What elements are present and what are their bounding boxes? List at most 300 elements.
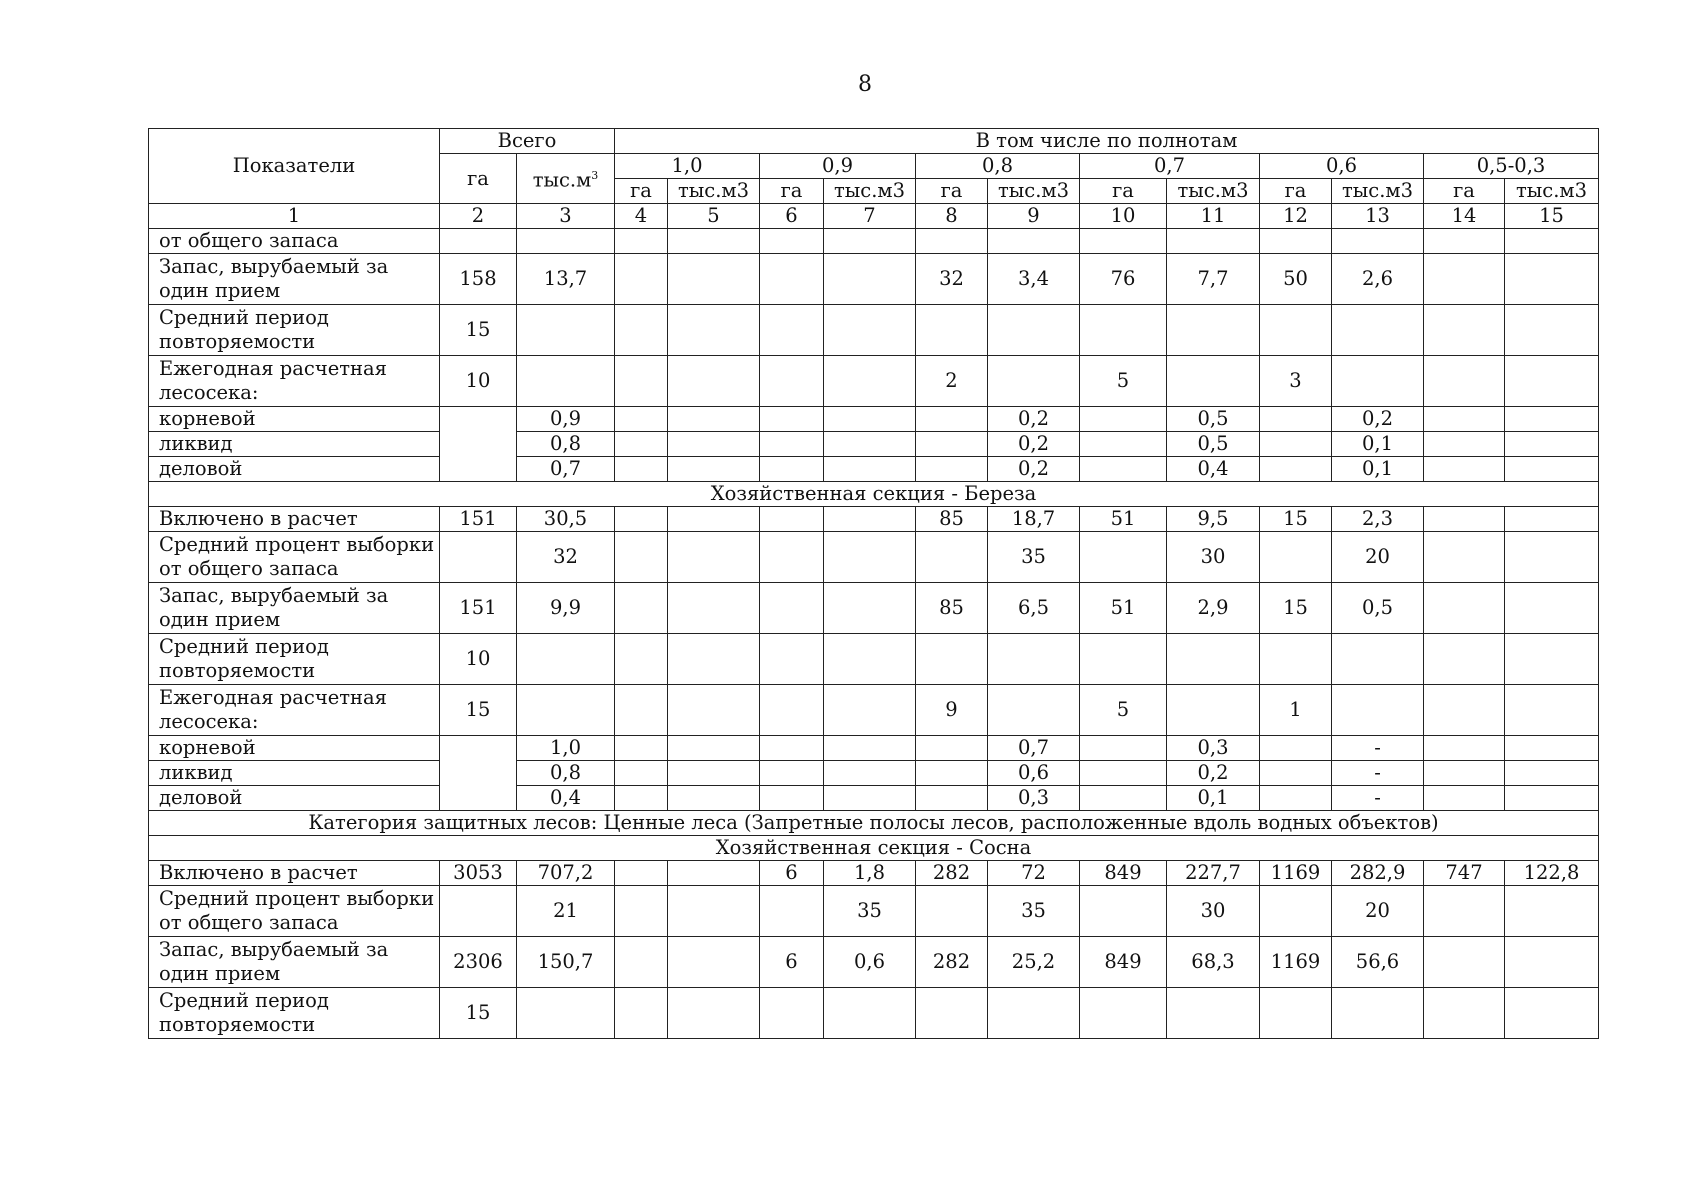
table-cell bbox=[1505, 305, 1599, 356]
table-cell bbox=[1260, 432, 1332, 457]
table-row bbox=[149, 861, 1599, 886]
table-cell: 85 bbox=[916, 583, 988, 634]
column-number: 7 bbox=[824, 204, 916, 229]
table-cell bbox=[1080, 736, 1167, 761]
table-cell bbox=[760, 736, 824, 761]
table-cell bbox=[1424, 507, 1505, 532]
header-unit-ha: га bbox=[1260, 179, 1332, 204]
table-cell: - bbox=[1332, 786, 1424, 811]
table-cell: 76 bbox=[1080, 254, 1167, 305]
table-row bbox=[149, 685, 1599, 736]
table-cell bbox=[615, 532, 668, 583]
row-label: деловой bbox=[149, 786, 440, 811]
table-cell bbox=[1332, 634, 1424, 685]
table-cell bbox=[668, 761, 760, 786]
table-cell: 6 bbox=[760, 937, 824, 988]
header-total: Всего bbox=[440, 129, 615, 154]
table-cell bbox=[1424, 988, 1505, 1039]
table-cell: 15 bbox=[440, 685, 517, 736]
table-cell bbox=[760, 407, 824, 432]
table-cell bbox=[1332, 685, 1424, 736]
table-cell bbox=[824, 988, 916, 1039]
merged-empty-cell bbox=[440, 407, 517, 482]
table-cell bbox=[1260, 407, 1332, 432]
table-cell bbox=[824, 457, 916, 482]
table-cell: 13,7 bbox=[517, 254, 615, 305]
table-cell bbox=[1505, 685, 1599, 736]
table-cell: 282 bbox=[916, 937, 988, 988]
table-cell: - bbox=[1332, 736, 1424, 761]
table-cell bbox=[1424, 457, 1505, 482]
row-label: Ежегодная расчетная лесосека: bbox=[149, 356, 440, 407]
table-cell: 9,9 bbox=[517, 583, 615, 634]
table-cell: 32 bbox=[517, 532, 615, 583]
sub-row bbox=[149, 736, 1599, 761]
row-label: корневой bbox=[149, 407, 440, 432]
table-cell bbox=[988, 988, 1080, 1039]
header-unit-ha: га bbox=[760, 179, 824, 204]
sub-row bbox=[149, 761, 1599, 786]
table-cell: 20 bbox=[1332, 886, 1424, 937]
section-title: Категория защитных лесов: Ценные леса (Запретные полосы лесов, расположенные вдоль водных объектов) bbox=[149, 811, 1599, 836]
table-cell bbox=[1332, 229, 1424, 254]
table-cell bbox=[1424, 786, 1505, 811]
table-cell: 2,9 bbox=[1167, 583, 1260, 634]
table-cell bbox=[517, 305, 615, 356]
table-row bbox=[149, 305, 1599, 356]
table-cell: 0,4 bbox=[1167, 457, 1260, 482]
row-label: Запас, вырубаемый за один прием bbox=[149, 254, 440, 305]
table-cell bbox=[824, 507, 916, 532]
header-unit-volume: тыс.м3 bbox=[1505, 179, 1599, 204]
table-cell: 15 bbox=[1260, 507, 1332, 532]
table-cell bbox=[1080, 634, 1167, 685]
sub-row bbox=[149, 457, 1599, 482]
table-cell bbox=[824, 432, 916, 457]
table-cell bbox=[1424, 634, 1505, 685]
table-cell bbox=[1080, 886, 1167, 937]
table-cell: 3053 bbox=[440, 861, 517, 886]
table-cell bbox=[1080, 532, 1167, 583]
sub-row bbox=[149, 786, 1599, 811]
forest-table bbox=[148, 128, 1599, 1039]
table-cell bbox=[668, 532, 760, 583]
table-cell bbox=[668, 886, 760, 937]
table-cell bbox=[668, 407, 760, 432]
table-cell bbox=[517, 634, 615, 685]
row-label: Средний процент выборки от общего запаса bbox=[149, 886, 440, 937]
table-cell bbox=[615, 988, 668, 1039]
table-cell bbox=[440, 229, 517, 254]
table-cell: 30 bbox=[1167, 532, 1260, 583]
header-unit-volume: тыс.м3 bbox=[988, 179, 1080, 204]
table-cell: 0,6 bbox=[824, 937, 916, 988]
table-cell bbox=[615, 761, 668, 786]
table-cell bbox=[615, 305, 668, 356]
section-title: Хозяйственная секция - Сосна bbox=[149, 836, 1599, 861]
table-cell bbox=[1167, 356, 1260, 407]
table-cell bbox=[760, 886, 824, 937]
table-cell bbox=[988, 634, 1080, 685]
table-cell bbox=[1167, 305, 1260, 356]
column-number: 5 bbox=[668, 204, 760, 229]
table-cell: 5 bbox=[1080, 356, 1167, 407]
table-cell bbox=[1505, 634, 1599, 685]
column-number: 12 bbox=[1260, 204, 1332, 229]
header-density-1: 1,0 bbox=[615, 154, 760, 179]
table-cell bbox=[1260, 634, 1332, 685]
table-cell bbox=[824, 532, 916, 583]
table-cell: 0,4 bbox=[517, 786, 615, 811]
header-density-3: 0,8 bbox=[916, 154, 1080, 179]
table-cell bbox=[668, 861, 760, 886]
table-cell bbox=[440, 532, 517, 583]
table-cell: 51 bbox=[1080, 507, 1167, 532]
table-cell bbox=[1505, 583, 1599, 634]
table-cell bbox=[760, 786, 824, 811]
table-row bbox=[149, 634, 1599, 685]
table-cell bbox=[668, 356, 760, 407]
table-cell bbox=[668, 736, 760, 761]
table-cell bbox=[916, 229, 988, 254]
table-cell bbox=[668, 457, 760, 482]
table-cell bbox=[1260, 736, 1332, 761]
table-cell: 18,7 bbox=[988, 507, 1080, 532]
table-cell: 151 bbox=[440, 507, 517, 532]
table-row bbox=[149, 507, 1599, 532]
table-row bbox=[149, 583, 1599, 634]
table-cell bbox=[1167, 988, 1260, 1039]
table-cell: 0,9 bbox=[517, 407, 615, 432]
table-cell bbox=[1505, 356, 1599, 407]
table-cell: 72 bbox=[988, 861, 1080, 886]
table-cell bbox=[988, 356, 1080, 407]
table-cell: 30 bbox=[1167, 886, 1260, 937]
section-row bbox=[149, 836, 1599, 861]
table-cell bbox=[517, 229, 615, 254]
header-density-6: 0,5-0,3 bbox=[1424, 154, 1599, 179]
table-cell bbox=[517, 356, 615, 407]
header-unit-volume: тыс.м3 bbox=[1332, 179, 1424, 204]
table-cell bbox=[1332, 988, 1424, 1039]
table-cell bbox=[824, 583, 916, 634]
table-cell bbox=[1260, 229, 1332, 254]
table-cell bbox=[916, 457, 988, 482]
table-cell bbox=[615, 507, 668, 532]
table-cell: 32 bbox=[916, 254, 988, 305]
column-number: 15 bbox=[1505, 204, 1599, 229]
row-label: Включено в расчет bbox=[149, 507, 440, 532]
table-cell bbox=[1080, 457, 1167, 482]
merged-empty-cell bbox=[440, 736, 517, 811]
column-number: 8 bbox=[916, 204, 988, 229]
table-cell: 0,2 bbox=[1332, 407, 1424, 432]
row-label: Средний период повторяемости bbox=[149, 634, 440, 685]
table-cell bbox=[1080, 305, 1167, 356]
table-cell bbox=[615, 861, 668, 886]
table-cell: 15 bbox=[440, 988, 517, 1039]
table-cell bbox=[824, 229, 916, 254]
table-cell bbox=[916, 305, 988, 356]
table-cell bbox=[1424, 937, 1505, 988]
section-row bbox=[149, 811, 1599, 836]
table-cell bbox=[1424, 532, 1505, 583]
table-cell: 0,8 bbox=[517, 761, 615, 786]
table-cell bbox=[1505, 761, 1599, 786]
table-cell bbox=[1505, 532, 1599, 583]
table-cell bbox=[824, 736, 916, 761]
table-cell bbox=[760, 685, 824, 736]
table-cell bbox=[668, 685, 760, 736]
table-cell: 707,2 bbox=[517, 861, 615, 886]
table-cell bbox=[615, 457, 668, 482]
table-cell: 2,3 bbox=[1332, 507, 1424, 532]
table-cell bbox=[760, 583, 824, 634]
row-label: Средний период повторяемости bbox=[149, 988, 440, 1039]
table-cell bbox=[1505, 407, 1599, 432]
table-cell bbox=[916, 432, 988, 457]
header-unit-ha: га bbox=[916, 179, 988, 204]
table-cell: 15 bbox=[1260, 583, 1332, 634]
table-cell bbox=[1424, 432, 1505, 457]
table-cell bbox=[1080, 229, 1167, 254]
header-density-5: 0,6 bbox=[1260, 154, 1424, 179]
table-cell bbox=[1424, 407, 1505, 432]
table-cell: 282,9 bbox=[1332, 861, 1424, 886]
table-cell: 0,5 bbox=[1167, 432, 1260, 457]
page-number: 8 bbox=[858, 72, 872, 97]
table-cell bbox=[1424, 886, 1505, 937]
table-cell: 0,1 bbox=[1332, 432, 1424, 457]
table-cell: 0,3 bbox=[1167, 736, 1260, 761]
table-cell bbox=[760, 761, 824, 786]
row-label: корневой bbox=[149, 736, 440, 761]
column-number: 9 bbox=[988, 204, 1080, 229]
table-cell: 68,3 bbox=[1167, 937, 1260, 988]
table-cell bbox=[615, 229, 668, 254]
table-cell: 849 bbox=[1080, 937, 1167, 988]
table-cell bbox=[1505, 229, 1599, 254]
table-cell bbox=[1080, 761, 1167, 786]
table-cell bbox=[1080, 432, 1167, 457]
table-cell: 0,2 bbox=[988, 407, 1080, 432]
table-cell: 0,6 bbox=[988, 761, 1080, 786]
table-body bbox=[149, 229, 1599, 1039]
table-cell bbox=[668, 583, 760, 634]
table-cell: 0,1 bbox=[1167, 786, 1260, 811]
table-cell: 151 bbox=[440, 583, 517, 634]
table-cell: 1,8 bbox=[824, 861, 916, 886]
table-cell: 0,2 bbox=[1167, 761, 1260, 786]
section-row bbox=[149, 482, 1599, 507]
table-cell bbox=[760, 305, 824, 356]
table-cell bbox=[1080, 786, 1167, 811]
table-cell bbox=[824, 407, 916, 432]
table-cell: 1,0 bbox=[517, 736, 615, 761]
column-number: 3 bbox=[517, 204, 615, 229]
table-cell bbox=[1424, 305, 1505, 356]
table-cell: 747 bbox=[1424, 861, 1505, 886]
table-cell bbox=[1260, 457, 1332, 482]
header-total-ha: га bbox=[440, 154, 517, 204]
table-cell bbox=[760, 988, 824, 1039]
table-cell bbox=[1505, 254, 1599, 305]
table-cell: 227,7 bbox=[1167, 861, 1260, 886]
table-cell: 35 bbox=[988, 886, 1080, 937]
table-cell bbox=[824, 356, 916, 407]
header-total-volume: $тыс.м^3$ bbox=[517, 154, 615, 204]
table-cell bbox=[916, 736, 988, 761]
table-cell: 2306 bbox=[440, 937, 517, 988]
table-cell: 0,1 bbox=[1332, 457, 1424, 482]
header-including: В том числе по полнотам bbox=[615, 129, 1599, 154]
column-number: 13 bbox=[1332, 204, 1424, 229]
table-cell: 282 bbox=[916, 861, 988, 886]
table-cell: 150,7 bbox=[517, 937, 615, 988]
table-cell bbox=[1167, 634, 1260, 685]
table-cell bbox=[1505, 432, 1599, 457]
table-cell bbox=[988, 685, 1080, 736]
table-cell bbox=[1260, 886, 1332, 937]
table-cell bbox=[517, 988, 615, 1039]
column-number: 14 bbox=[1424, 204, 1505, 229]
header-unit-ha: га bbox=[615, 179, 668, 204]
table-cell: 20 bbox=[1332, 532, 1424, 583]
header-unit-ha: га bbox=[1080, 179, 1167, 204]
table-cell bbox=[615, 685, 668, 736]
header-unit-volume: тыс.м3 bbox=[668, 179, 760, 204]
table-cell: 0,3 bbox=[988, 786, 1080, 811]
table-cell: 9,5 bbox=[1167, 507, 1260, 532]
table-cell bbox=[824, 305, 916, 356]
table-cell: 56,6 bbox=[1332, 937, 1424, 988]
table-cell bbox=[1260, 786, 1332, 811]
column-number: 11 bbox=[1167, 204, 1260, 229]
table-cell bbox=[1424, 356, 1505, 407]
table-cell bbox=[760, 634, 824, 685]
table-cell bbox=[916, 532, 988, 583]
table-cell bbox=[760, 507, 824, 532]
table-cell: 3,4 bbox=[988, 254, 1080, 305]
row-label: Ежегодная расчетная лесосека: bbox=[149, 685, 440, 736]
table-cell bbox=[760, 432, 824, 457]
table-cell bbox=[1260, 305, 1332, 356]
table-cell: 3 bbox=[1260, 356, 1332, 407]
row-label: деловой bbox=[149, 457, 440, 482]
table-cell bbox=[1505, 937, 1599, 988]
table-cell: 21 bbox=[517, 886, 615, 937]
table-cell bbox=[440, 886, 517, 937]
table-cell: 849 bbox=[1080, 861, 1167, 886]
table-cell bbox=[1505, 736, 1599, 761]
table-cell: 9 bbox=[916, 685, 988, 736]
table-cell bbox=[916, 988, 988, 1039]
table-cell: 2 bbox=[916, 356, 988, 407]
table-cell bbox=[1260, 988, 1332, 1039]
table-cell: 1169 bbox=[1260, 861, 1332, 886]
table-cell bbox=[668, 254, 760, 305]
table-cell bbox=[615, 432, 668, 457]
column-number: 4 bbox=[615, 204, 668, 229]
row-label: Средний процент выборки от общего запаса bbox=[149, 532, 440, 583]
table-row bbox=[149, 937, 1599, 988]
row-label: Запас, вырубаемый за один прием bbox=[149, 937, 440, 988]
table-cell bbox=[824, 685, 916, 736]
table-cell: 1 bbox=[1260, 685, 1332, 736]
table-row bbox=[149, 254, 1599, 305]
table-cell bbox=[615, 937, 668, 988]
table-cell: - bbox=[1332, 761, 1424, 786]
table-cell bbox=[1167, 685, 1260, 736]
table-row bbox=[149, 229, 1599, 254]
column-number: 10 bbox=[1080, 204, 1167, 229]
table-cell bbox=[824, 254, 916, 305]
table-cell bbox=[760, 356, 824, 407]
table-cell bbox=[668, 988, 760, 1039]
table-cell bbox=[668, 305, 760, 356]
table-cell bbox=[760, 254, 824, 305]
table-cell bbox=[988, 229, 1080, 254]
table-cell bbox=[668, 937, 760, 988]
table-cell bbox=[1505, 988, 1599, 1039]
table-cell: 0,5 bbox=[1332, 583, 1424, 634]
table-cell bbox=[1260, 532, 1332, 583]
header-density-4: 0,7 bbox=[1080, 154, 1260, 179]
table-cell: 25,2 bbox=[988, 937, 1080, 988]
table-cell: 0,7 bbox=[988, 736, 1080, 761]
table-cell bbox=[916, 407, 988, 432]
row-label: ликвид bbox=[149, 761, 440, 786]
table-cell bbox=[615, 886, 668, 937]
sub-row bbox=[149, 432, 1599, 457]
row-label: ликвид bbox=[149, 432, 440, 457]
row-label: Средний период повторяемости bbox=[149, 305, 440, 356]
table-cell: 7,7 bbox=[1167, 254, 1260, 305]
table-cell bbox=[1424, 583, 1505, 634]
header-density-2: 0,9 bbox=[760, 154, 916, 179]
table-cell bbox=[824, 634, 916, 685]
table-cell bbox=[615, 254, 668, 305]
table-cell bbox=[1260, 761, 1332, 786]
table-cell bbox=[668, 432, 760, 457]
table-cell bbox=[615, 634, 668, 685]
table-cell bbox=[615, 583, 668, 634]
table-cell bbox=[615, 736, 668, 761]
table-cell: 85 bbox=[916, 507, 988, 532]
row-label: от общего запаса bbox=[149, 229, 440, 254]
header-indicators: Показатели bbox=[149, 129, 440, 204]
table-cell bbox=[1167, 229, 1260, 254]
column-number: 1 bbox=[149, 204, 440, 229]
table-cell bbox=[988, 305, 1080, 356]
table-cell bbox=[916, 886, 988, 937]
table-cell bbox=[668, 507, 760, 532]
table-cell bbox=[916, 786, 988, 811]
row-label: Запас, вырубаемый за один прием bbox=[149, 583, 440, 634]
table-cell bbox=[824, 761, 916, 786]
table-cell bbox=[517, 685, 615, 736]
table-cell: 10 bbox=[440, 634, 517, 685]
column-number-row bbox=[149, 204, 1599, 229]
table-cell bbox=[1080, 988, 1167, 1039]
table-cell bbox=[916, 634, 988, 685]
table-cell bbox=[1424, 229, 1505, 254]
table-cell: 10 bbox=[440, 356, 517, 407]
table-cell bbox=[760, 457, 824, 482]
table-cell bbox=[760, 532, 824, 583]
table-cell: 122,8 bbox=[1505, 861, 1599, 886]
table-cell: 35 bbox=[988, 532, 1080, 583]
